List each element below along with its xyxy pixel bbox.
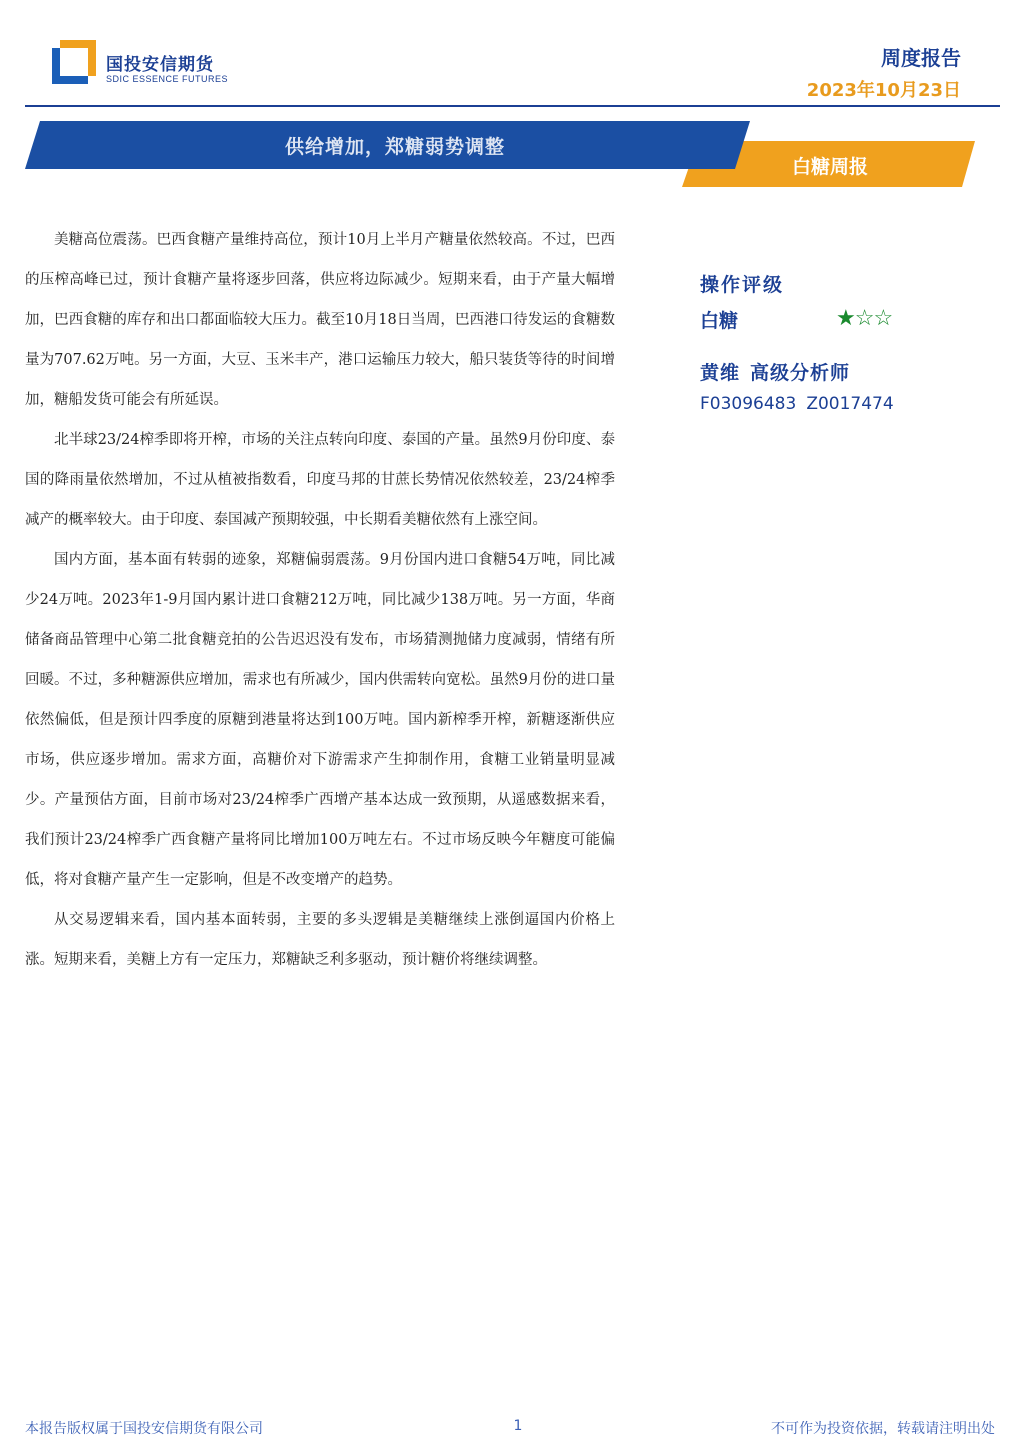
rating-sidebar	[700, 270, 960, 414]
page-number: 1	[513, 1418, 523, 1434]
report-type: 周度报告	[881, 46, 961, 70]
analyst-licenses	[700, 394, 960, 414]
body-paragraph: 从交易逻辑来看，国内基本面转弱，主要的多头逻辑是美糖继续上涨倒逼国内价格上涨。短期来看，美糖上方有一定压力，郑糖缺乏利多驱动，预计糖价将继续调整。	[25, 912, 615, 968]
report-category-tag: 白糖周报	[791, 156, 868, 178]
logo-mark-icon	[52, 40, 96, 84]
footer-copyright: 本报告版权属于国投安信期货有限公司	[25, 1421, 263, 1437]
rating-stars-icon: ★☆☆	[836, 306, 893, 331]
license-number: Z0017474	[806, 394, 894, 414]
analyst-title: 高级分析师	[750, 362, 851, 384]
company-logo	[52, 40, 242, 90]
logo-english-name: SDIC ESSENCE FUTURES	[106, 74, 229, 84]
report-date: 2023年10月23日	[806, 80, 961, 101]
license-number: F03096483	[700, 394, 797, 414]
body-paragraph: 北半球23/24榨季即将开榨，市场的关注点转向印度、泰国的产量。虽然9月份印度、泰国的降雨量依然增加，不过从植被指数看，印度马邦的甘蔗长势情况依然较差，23/24榨季减产的概率较大。由于印度、泰国减产预期较强，中长期看美糖依然有上涨空间。	[25, 432, 615, 528]
rating-item-name: 白糖	[700, 310, 739, 332]
body-paragraph: 美糖高位震荡。巴西食糖产量维持高位，预计10月上半月产糖量依然较高。不过，巴西的压榨高峰已过，预计食糖产量将逐步回落，供应将边际减少。短期来看，由于产量大幅增加，巴西食糖的库存和出口都面临较大压力。截至10月18日当周，巴西港口待发运的食糖数量为707.62万吨。另一方面，大豆、玉米丰产，港口运输压力较大，船只装货等待的时间增加，糖船发货可能会有所延误。	[25, 232, 615, 408]
rating-row	[700, 306, 960, 352]
header-divider	[25, 105, 1000, 107]
logo-chinese-name: 国投安信期货	[106, 55, 214, 75]
footer-disclaimer: 不可作为投资依据，转载请注明出处	[771, 1421, 995, 1437]
report-body	[25, 220, 615, 980]
analyst-info	[700, 358, 960, 394]
body-paragraph: 国内方面，基本面有转弱的迹象，郑糖偏弱震荡。9月份国内进口食糖54万吨，同比减少24万吨。2023年1-9月国内累计进口食糖212万吨，同比减少138万吨。另一方面，华商储备商品管理中心第二批食糖竞拍的公告迟迟没有发布，市场猜测抛储力度减弱，情绪有所回暖。不过，多种糖源供应增加，需求也有所减少，国内供需转向宽松。虽然9月份的进口量依然偏低，但是预计四季度的原糖到港量将达到100万吨。国内新榨季开榨，新糖逐渐供应市场，供应逐步增加。需求方面，高糖价对下游需求产生抑制作用，食糖工业销量明显减少。产量预估方面，目前市场对23/24榨季广西增产基本达成一致预期，从遥感数据来看，我们预计23/24榨季广西食糖产量将同比增加100万吨左右。不过市场反映今年糖度可能偏低，将对食糖产量产生一定影响，但是不改变增产的趋势。	[25, 552, 615, 888]
report-title: 供给增加，郑糖弱势调整	[284, 136, 505, 158]
rating-heading: 操作评级	[700, 274, 785, 296]
analyst-name: 黄维	[700, 362, 741, 384]
